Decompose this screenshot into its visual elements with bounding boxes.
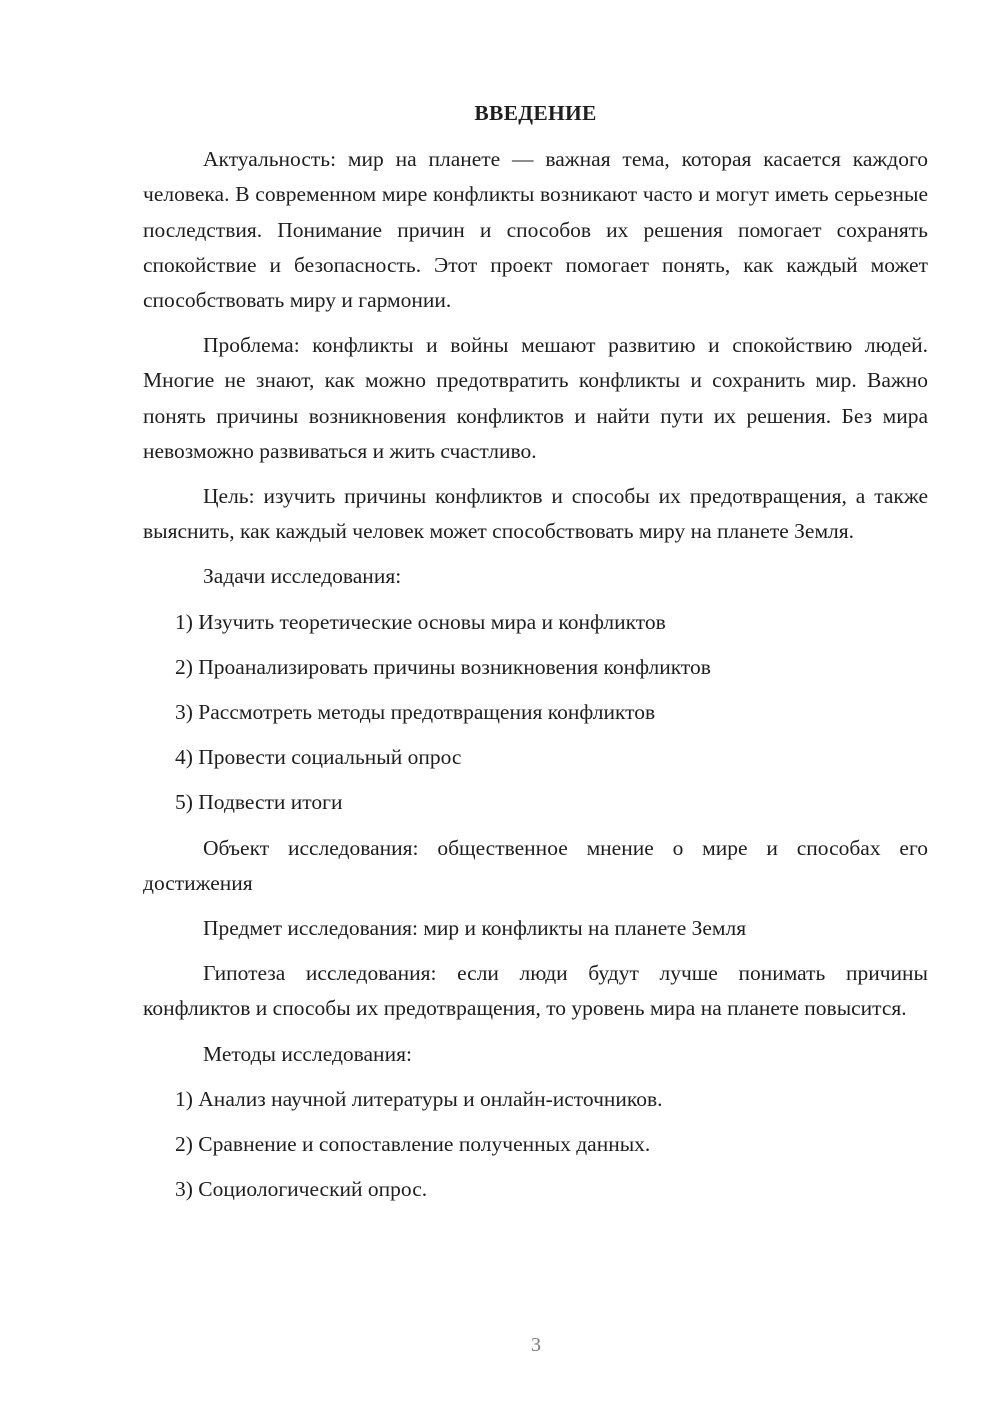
relevance-paragraph: Актуальность: мир на планете — важная тема, которая касается каждого человека. В современном мире конфликты возникают часто и могут иметь серьезные последствия. Понимание причин и способов их решения помогает сохранять спокойствие и безопасность. Этот проект помогает понять, как каждый может способствовать миру и гармонии. — [143, 147, 928, 313]
list-item: 5) Подвести итоги — [175, 790, 343, 815]
page-number: 3 — [531, 1334, 541, 1356]
page-title: ВВЕДЕНИЕ — [474, 101, 597, 125]
object-paragraph: Объект исследования: общественное мнение о мире и способах его достижения — [143, 835, 928, 895]
hypothesis-paragraph: Гипотеза исследования: если люди будут лучше понимать причины конфликтов и способы их предотвращения, то уровень мира на планете повысится. — [143, 961, 928, 1021]
list-item: 4) Провести социальный опрос — [175, 745, 462, 770]
goal-paragraph: Цель: изучить причины конфликтов и способы их предотвращения, а также выяснить, как каждый человек может способствовать миру на планете Земля. — [143, 484, 928, 544]
tasks-list — [143, 605, 928, 821]
subject-paragraph: Предмет исследования: мир и конфликты на планете Земля — [203, 916, 747, 941]
methods-list — [143, 1082, 928, 1208]
tasks-label: Задачи исследования: — [203, 564, 402, 589]
list-item: 2) Сравнение и сопоставление полученных данных. — [175, 1132, 651, 1157]
methods-label: Методы исследования: — [203, 1041, 412, 1066]
problem-paragraph: Проблема: конфликты и войны мешают развитию и спокойствию людей. Многие не знают, как можно предотвратить конфликты и сохранить мир. Важно понять причины возникновения конфликтов и найти пути их решения. Без мира невозможно развиваться и жить счастливо. — [143, 333, 928, 463]
list-item: 1) Анализ научной литературы и онлайн-источников. — [175, 1086, 663, 1111]
document-page — [143, 96, 928, 1217]
list-item: 2) Проанализировать причины возникновения конфликтов — [175, 654, 711, 679]
list-item: 1) Изучить теоретические основы мира и конфликтов — [175, 609, 666, 634]
list-item: 3) Рассмотреть методы предотвращения конфликтов — [175, 700, 656, 725]
list-item: 3) Социологический опрос. — [175, 1177, 428, 1202]
